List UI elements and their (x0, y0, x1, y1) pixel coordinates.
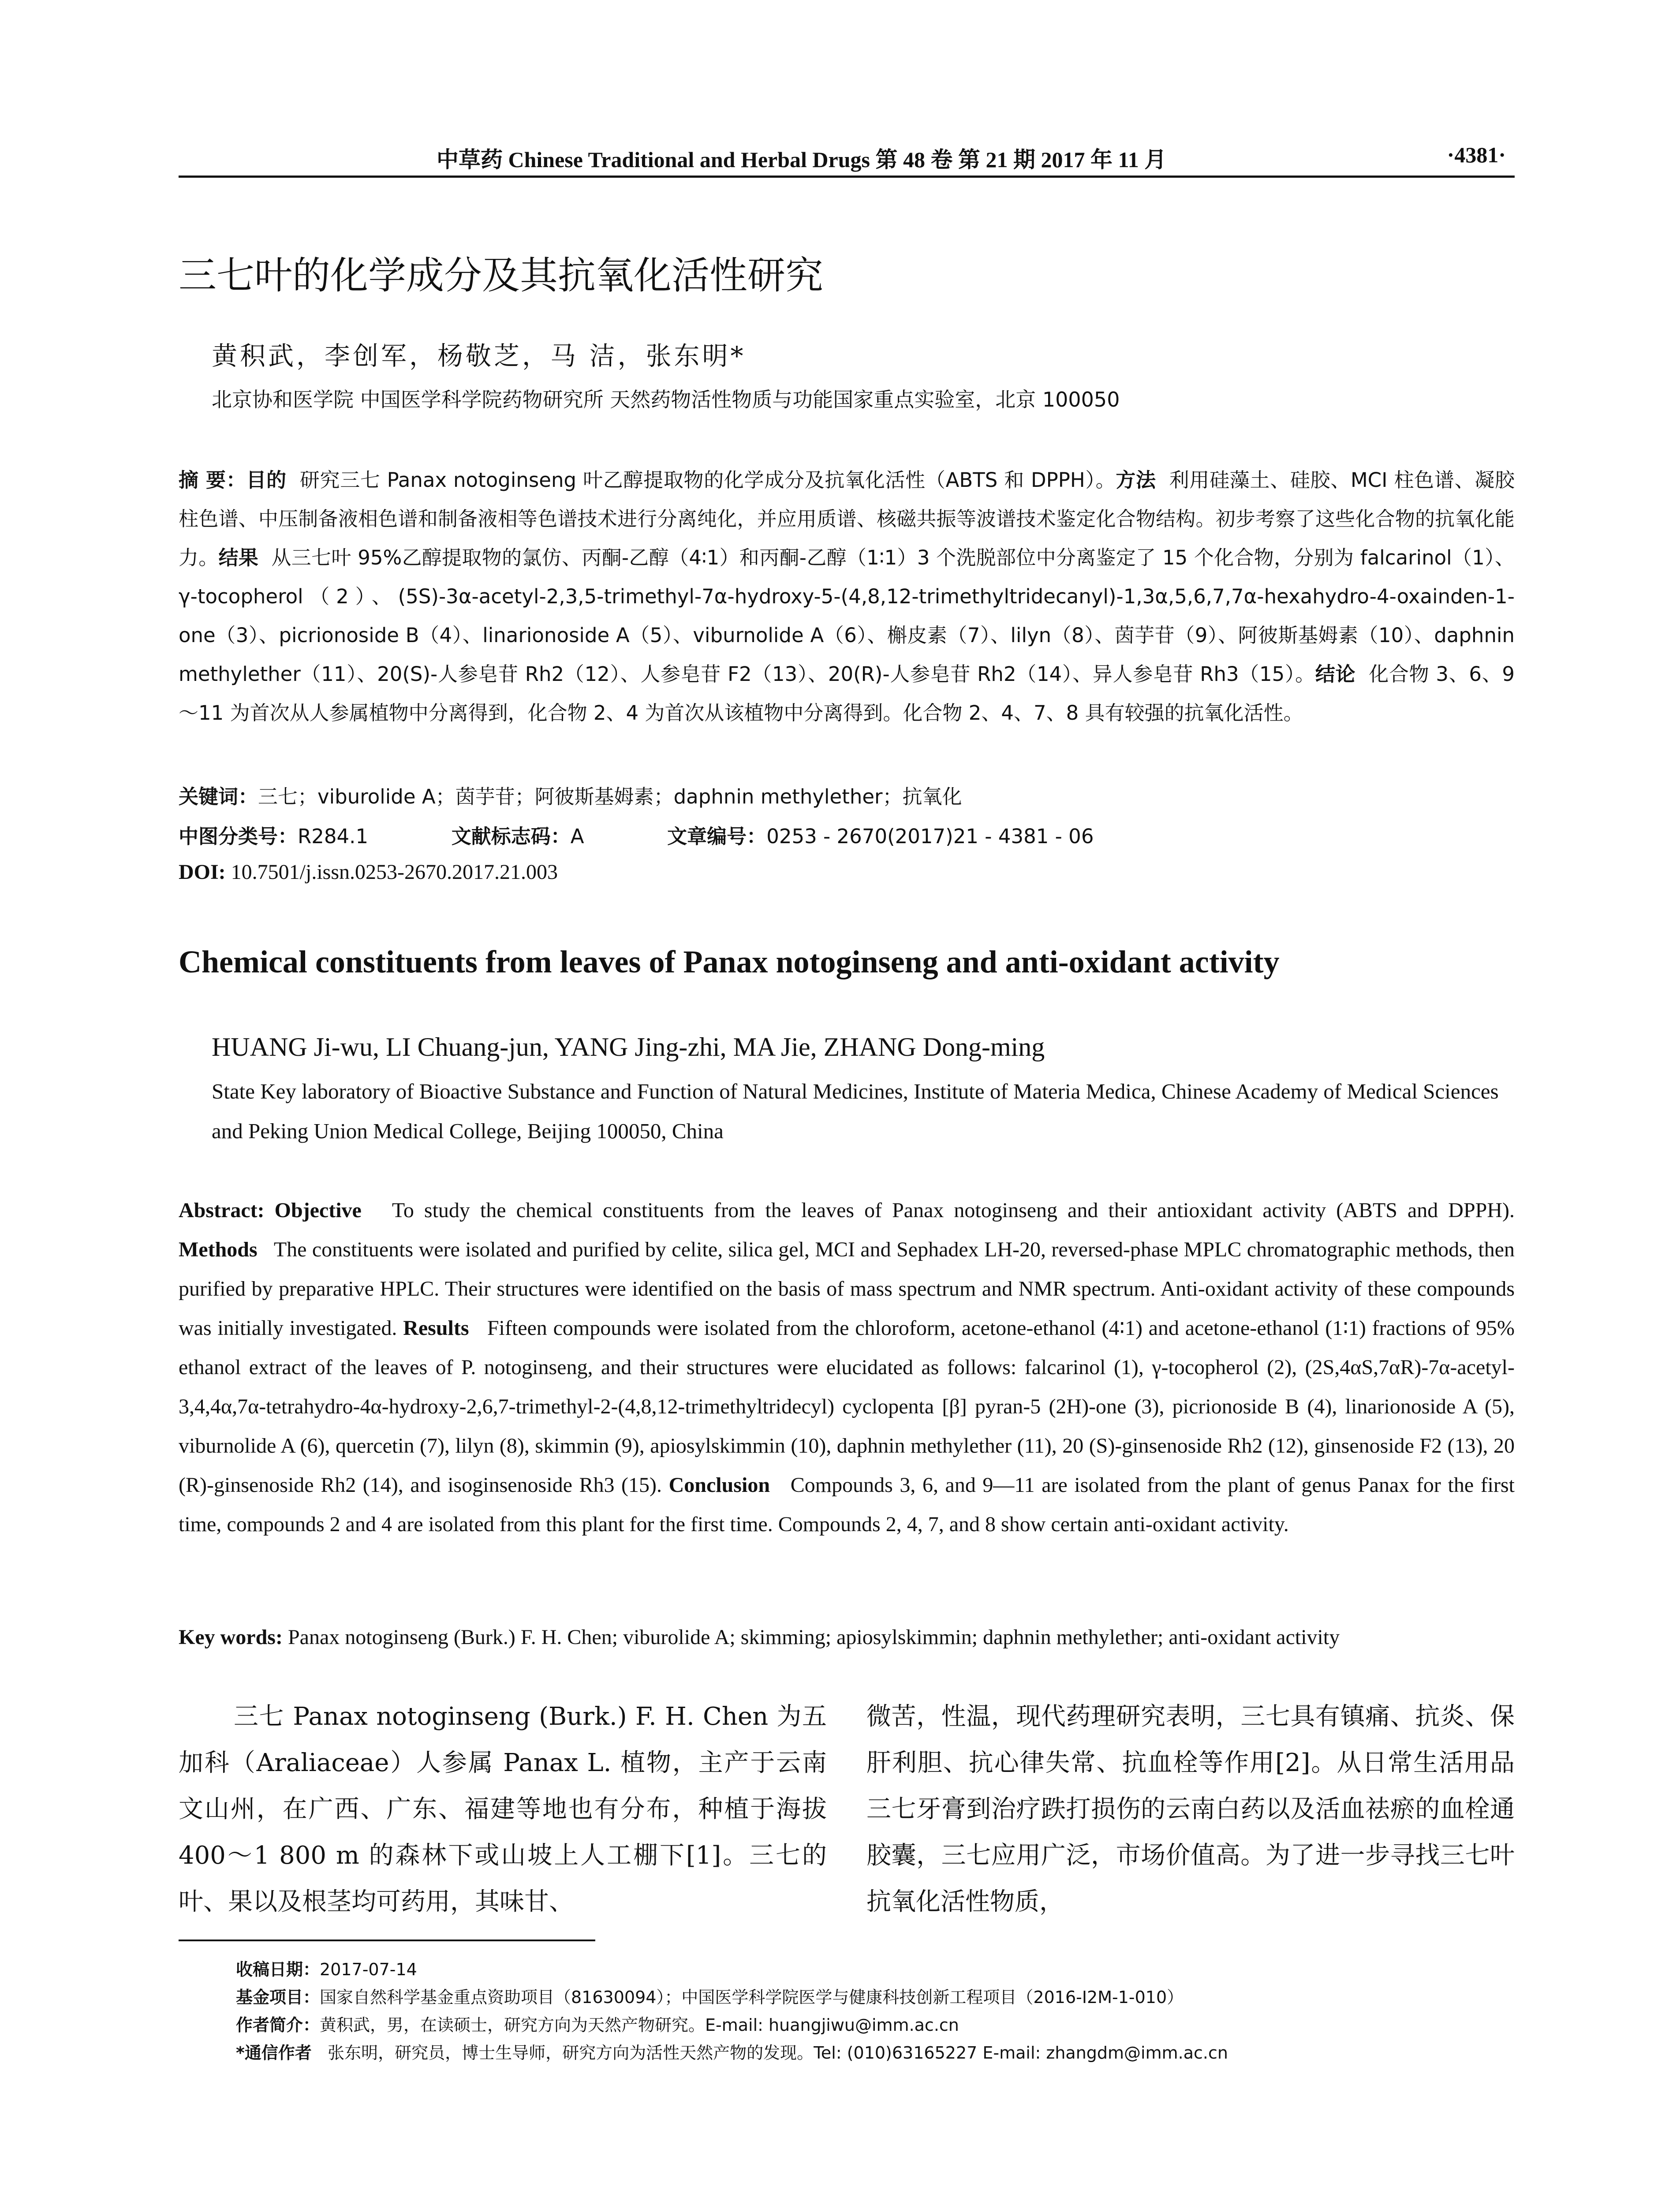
footnote-text: 黄积武，男，在读硕士，研究方向为天然产物研究。E-mail: huangjiwu@imm.ac.cn (320, 2015, 959, 2035)
footnote-text: 国家自然科学基金重点资助项目（81630094）；中国医学科学院医学与健康科技创新工程项目（2016-I2M-1-010） (320, 1988, 1184, 2007)
doi (179, 860, 558, 884)
clc-value: R284.1 (298, 825, 369, 848)
title-en: Chemical constituents from leaves of Panax notoginseng and anti-oxidant activity (179, 944, 1280, 979)
body-column-left: 三七 Panax notoginseng (Burk.) F. H. Chen 为五加科（Araliaceae）人参属 Panax L. 植物，主产于云南文山州，在广西、广东、福建等地也有分布，种植于海拔 400～1 800 m 的森林下或山坡上人工棚下[1]。三七的叶、果以及根茎均可药用，其味甘、 (179, 1702, 827, 1916)
footnote-funding (236, 1984, 1228, 2011)
results-en: Fifteen compounds were isolated from the chloroform, acetone-ethanol (4∶1) and acetone-ethanol (1∶1) fractions of 95% ethanol extract of the leaves of P. notoginseng, and their structures were elucidated as follows: falcarinol (1), γ-tocopherol (2), (2S,4αS,7αR)-7α-acetyl-3,4,4α,7α-tetrahydro-4α-hydroxy-2,6,7-trimethyl-2-(4,8,12-trimethyltridecyl) cyclopenta [β] pyran-5 (2H)-one (3), picrionoside B (4), linarionoside A (5), viburnolide A (6), quercetin (7), lilyn (8), skimmin (9), apiosylskimmin (10), daphnin methylether (11), 20 (S)-ginsenoside Rh2 (12), ginsenoside F2 (13), 20 (R)-ginsenoside Rh2 (14), and isoginsenoside Rh3 (15). (179, 1316, 1515, 1497)
footnote-divider (179, 1940, 595, 1941)
doc-code-value: A (570, 825, 584, 848)
objective-label-zh: 目的 (246, 468, 287, 492)
conclusion-label-en: Conclusion (668, 1473, 770, 1497)
authors-en: HUANG Ji-wu, LI Chuang-jun, YANG Jing-zhi, MA Jie, ZHANG Dong-ming (212, 1032, 1045, 1061)
footnote-label: 作者简介： (236, 2015, 320, 2035)
abstract-zh-label: 摘 要： (179, 468, 246, 492)
objective-zh: 研究三七 Panax notoginseng 叶乙醇提取物的化学成分及抗氧化活性（ABTS 和 DPPH）。 (299, 468, 1116, 492)
footnotes (236, 1956, 1228, 2067)
doi-value: 10.7501/j.issn.0253-2670.2017.21.003 (231, 860, 558, 884)
article-number-value: 0253 - 2670(2017)21 - 4381 - 06 (766, 825, 1094, 848)
doc-code-label: 文献标志码： (451, 825, 571, 848)
keywords-zh (179, 781, 962, 809)
footnote-text: 2017-07-14 (320, 1960, 417, 1979)
objective-en: To study the chemical constituents from the leaves of Panax notoginseng and their antioxidant activity (ABTS and DPPH). (392, 1199, 1515, 1222)
abstract-en-label: Abstract: Objective (179, 1199, 362, 1222)
conclusion-zh: 化合物 3、6、9～11 为首次从人参属植物中分离得到，化合物 2、4 为首次从该植物中分离得到。化合物 2、4、7、8 具有较强的抗氧化活性。 (179, 662, 1515, 725)
doi-label: DOI: (179, 860, 226, 884)
abstract-zh (179, 461, 1515, 733)
conclusion-label-zh: 结论 (1315, 662, 1356, 686)
methods-zh: 利用硅藻土、硅胶、MCI 柱色谱、凝胶柱色谱、中压制备液相色谱和制备液相等色谱技术进行分离纯化，并应用质谱、核磁共振等波谱技术鉴定化合物结构。初步考察了这些化合物的抗氧化能力。 (179, 468, 1515, 569)
footnote-corresponding (236, 2039, 1228, 2067)
keywords-zh-label: 关键词： (179, 785, 258, 808)
footnote-label: 收稿日期： (236, 1960, 320, 1979)
results-zh: 从三七叶 95%乙醇提取物的氯仿、丙酮-乙醇（4∶1）和丙酮-乙醇（1∶1）3 个洗脱部位中分离鉴定了 15 个化合物，分别为 falcarinol（1）、γ-tocopherol（2）、(5S)-3α-acetyl-2,3,5-trimethyl-7α-hydroxy-5-(4,8,12-trimethyltridecanyl)-1,3α,5,6,7,7α-hexahydro-4-oxainden-1-one（3）、picrionoside B（4）、linarionoside A（5）、viburnolide A（6）、槲皮素（7）、lilyn（8）、茵芋苷（9）、阿彼斯基姆素（10）、daphnin methylether（11）、20(S)-人参皂苷 Rh2（12）、人参皂苷 F2（13）、20(R)-人参皂苷 Rh2（14）、异人参皂苷 Rh3（15）。 (179, 546, 1515, 686)
keywords-zh-text: 三七；viburolide A；茵芋苷；阿彼斯基姆素；daphnin methylether；抗氧化 (258, 785, 962, 808)
footnote-label: *通信作者 (236, 2043, 312, 2063)
footnote-text: 张东明，研究员，博士生导师，研究方向为活性天然产物的发现。Tel: (010)63165227 E-mail: zhangdm@imm.ac.cn (328, 2043, 1228, 2063)
results-label-en: Results (403, 1316, 469, 1340)
running-header (179, 142, 1515, 178)
body-column-right: 微苦，性温，现代药理研究表明，三七具有镇痛、抗炎、保肝利胆、抗心律失常、抗血栓等作用[2]。从日常生活用品三七牙膏到治疗跌打损伤的云南白药以及活血祛瘀的血栓通胶囊，三七应用广泛，市场价值高。为了进一步寻找三七叶抗氧化活性物质， (866, 1702, 1515, 1916)
footnote-author (236, 2011, 1228, 2039)
clc-label: 中图分类号： (179, 825, 298, 848)
page-number: ·4381· (1447, 142, 1506, 167)
keywords-en (179, 1625, 1515, 1649)
abstract-en (179, 1191, 1515, 1544)
footnote-label: 基金项目： (236, 1988, 320, 2007)
journal-info: 中草药 Chinese Traditional and Herbal Drugs 第 48 卷 第 21 期 2017 年 11 月 (437, 147, 1167, 172)
authors-zh: 黄积武，李创军，杨敬芝，马 洁，张东明* (212, 341, 746, 371)
article-number-label: 文章编号： (667, 825, 767, 848)
methods-label-en: Methods (179, 1238, 258, 1261)
methods-en: The constituents were isolated and purified by celite, silica gel, MCI and Sephadex LH-20, reversed-phase MPLC chromatographic methods, then purified by preparative HPLC. Their structures were identified on the basis of mass spectrum and NMR spectrum. Anti-oxidant activity of these compounds was initially investigated. (179, 1238, 1515, 1340)
classification-line (179, 820, 1094, 849)
results-label-zh: 结果 (218, 546, 259, 569)
keywords-en-text: Panax notoginseng (Burk.) F. H. Chen; viburolide A; skimming; apiosylskimmin; daphnin methylether; anti-oxidant activity (287, 1626, 1340, 1649)
affiliation-zh: 北京协和医学院 中国医学科学院药物研究所 天然药物活性物质与功能国家重点实验室，北京 100050 (212, 388, 1120, 411)
title-zh: 三七叶的化学成分及其抗氧化活性研究 (179, 254, 823, 298)
affiliation-en: State Key laboratory of Bioactive Substance and Function of Natural Medicines, Institute of Materia Medica, Chinese Academy of Medical Sciences and Peking Union Medical College, Beijing 100050, China (212, 1079, 1499, 1143)
keywords-en-label: Key words: (179, 1626, 283, 1649)
conclusion-en: Compounds 3, 6, and 9—11 are isolated from the plant of genus Panax for the first time, compounds 2 and 4 are isolated from this plant for the first time. Compounds 2, 4, 7, and 8 show certain anti-oxidant activity. (179, 1473, 1515, 1536)
methods-label-zh: 方法 (1116, 468, 1156, 492)
footnote-received (236, 1956, 1228, 1984)
